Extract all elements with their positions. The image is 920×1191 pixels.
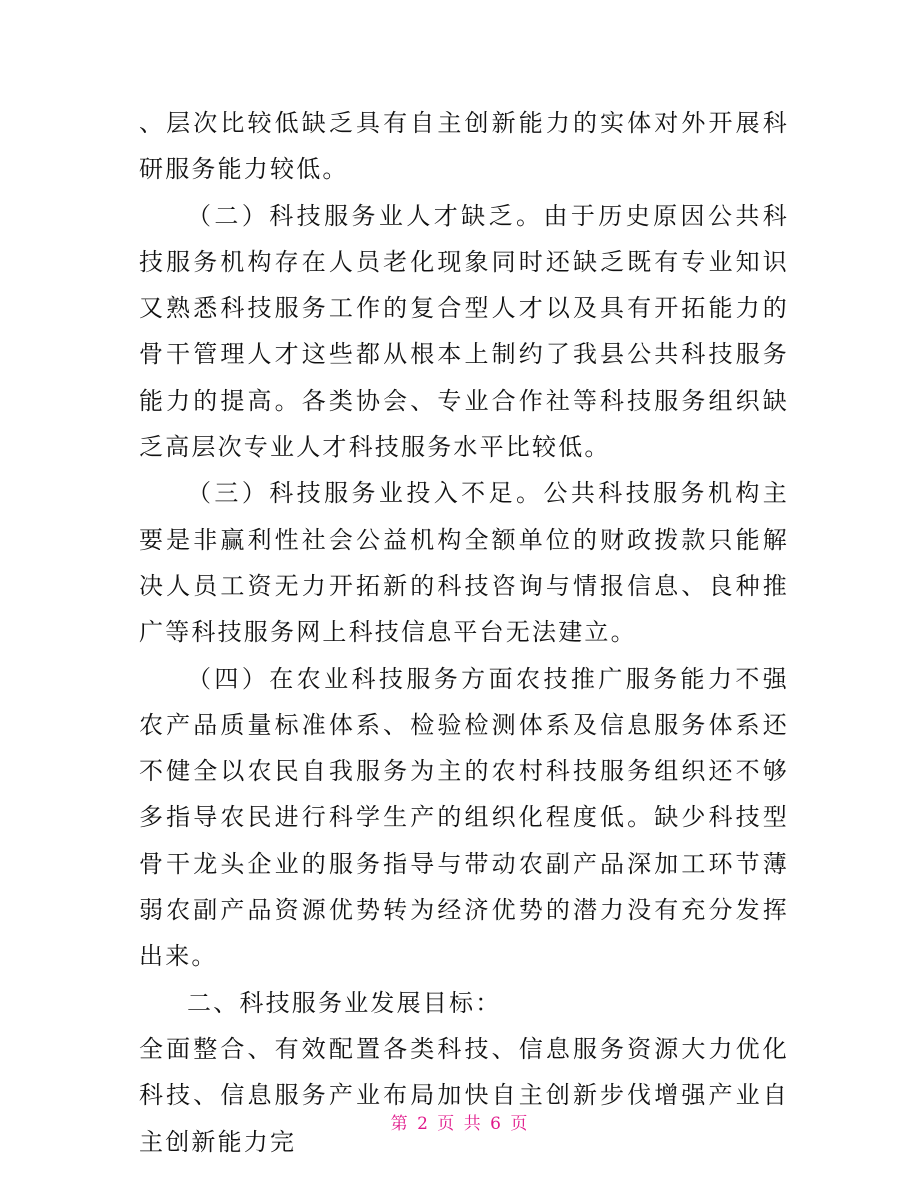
page-footer [0, 1112, 920, 1136]
page-number-label: 第 2 页 共 6 页 [390, 1114, 530, 1134]
paragraph-agricultural-services: （四）在农业科技服务方面农技推广服务能力不强农产品质量标准体系、检验检测体系及信息服务体系还不健全以农民自我服务为主的农村科技服务组织还不够多指导农民进行科学生产的组织化程度低。缺少科技型骨干龙头企业的服务指导与带动农副产品深加工环节薄弱农副产品资源优势转为经济优势的潜力没有充分发挥出来。 [139, 664, 789, 971]
document-body [139, 100, 789, 1165]
section-heading-development-goals: 二、科技服务业发展目标： [187, 988, 502, 1017]
paragraph-insufficient-investment: （三）科技服务业投入不足。公共科技服务机构主要是非赢利性社会公益机构全额单位的财政拨款只能解决人员工资无力开拓新的科技咨询与情报信息、良种推广等科技服务网上科技信息平台无法建立。 [139, 479, 789, 647]
paragraph-continuation: 、层次比较低缺乏具有自主创新能力的实体对外开展科研服务能力较低。 [139, 109, 789, 184]
paragraph-goals-intro: 全面整合、有效配置各类科技、信息服务资源大力优化科技、信息服务产业布局加快自主创新步伐增强产业自主创新能力完 [139, 1034, 789, 1156]
paragraph-talent-shortage: （二）科技服务业人才缺乏。由于历史原因公共科技服务机构存在人员老化现象同时还缺乏既有专业知识又熟悉科技服务工作的复合型人才以及具有开拓能力的骨干管理人才这些都从根本上制约了我县公共科技服务能力的提高。各类协会、专业合作社等科技服务组织缺乏高层次专业人才科技服务水平比较低。 [139, 201, 789, 462]
